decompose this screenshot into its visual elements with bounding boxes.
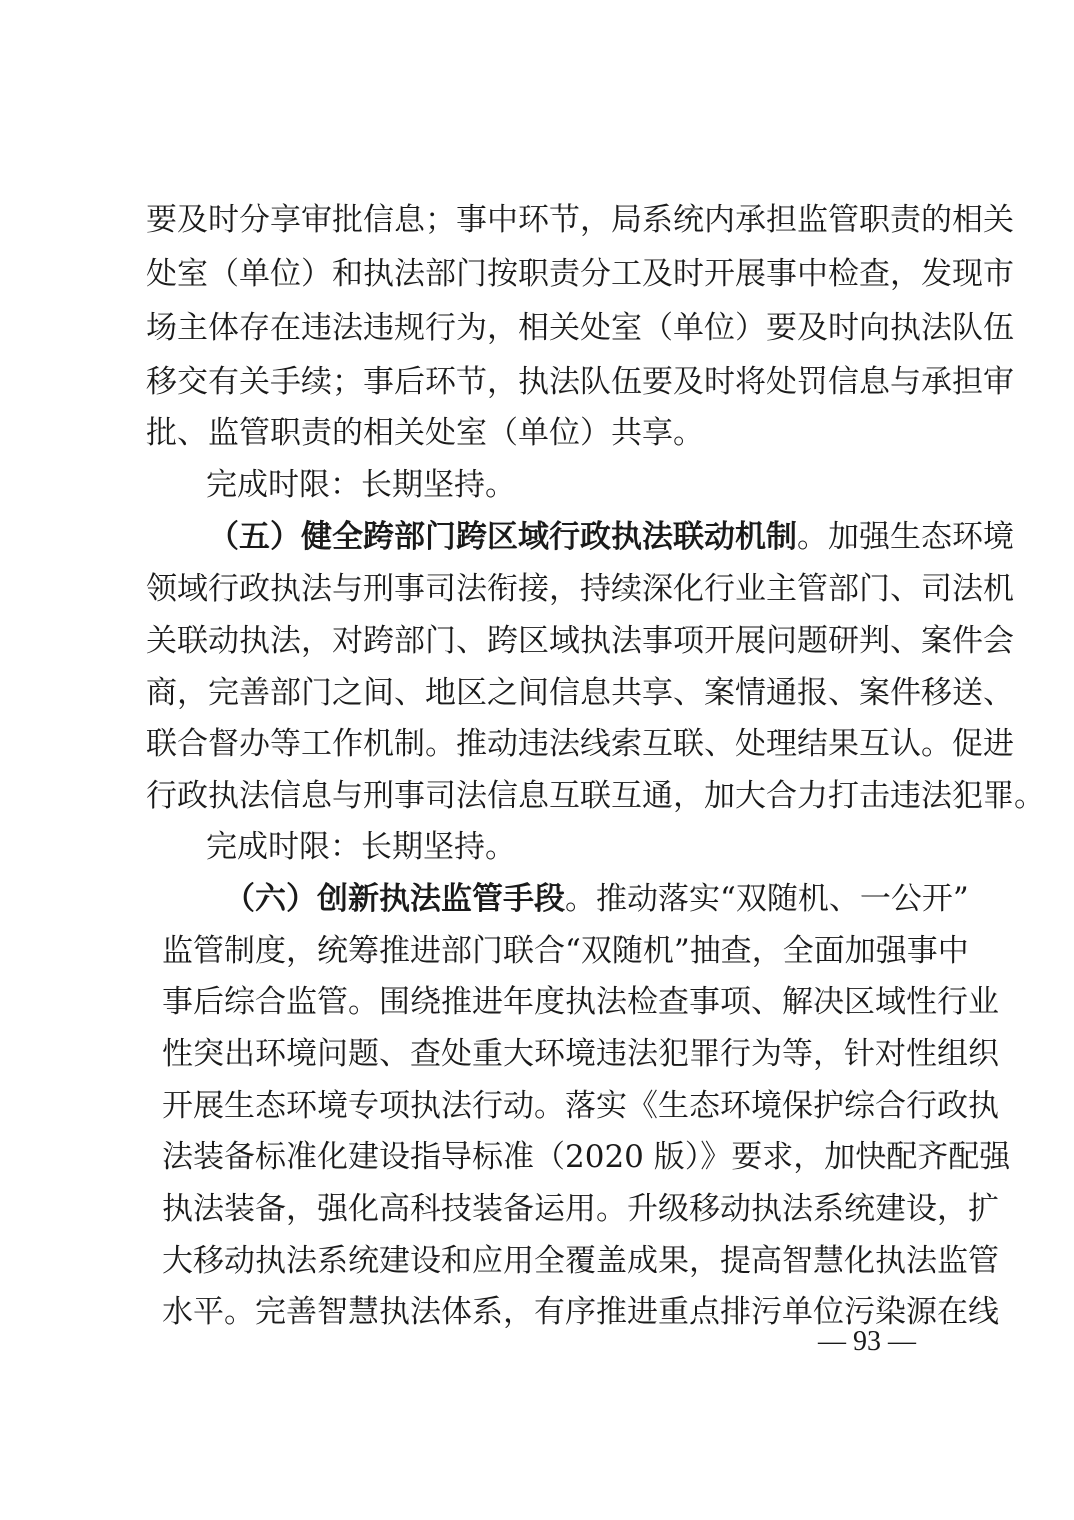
body-text-line: 批、监管职责的相关处室（单位）共享。 <box>146 415 704 451</box>
body-text-line: 监管制度，统筹推进部门联合“双随机”抽查，全面加强事中 <box>162 933 969 969</box>
body-text-line: 水平。完善智慧执法体系，有序推进重点排污单位污染源在线 <box>162 1294 999 1330</box>
deadline-text: 完成时限：长期坚持。 <box>206 467 516 503</box>
body-text-line: 处室（单位）和执法部门按职责分工及时开展事中检查，发现市 <box>146 256 1014 292</box>
body-text-line: 场主体存在违法违规行为，相关处室（单位）要及时向执法队伍 <box>146 310 1014 346</box>
body-text-line: 移交有关手续；事后环节，执法队伍要及时将处罚信息与承担审 <box>146 364 1014 400</box>
body-text-line: 开展生态环境专项执法行动。落实《生态环境保护综合行政执 <box>162 1088 999 1124</box>
body-text-line: 法装备标准化建设指导标准（2020 版）》要求，加快配齐配强 <box>162 1139 1011 1175</box>
section-5-first-line <box>146 515 1014 559</box>
section-5-heading: （五）健全跨部门跨区域行政执法联动机制 <box>208 519 797 555</box>
body-text-line: 关联动执法，对跨部门、跨区域执法事项开展问题研判、案件会 <box>146 623 1014 659</box>
body-text-line: 联合督办等工作机制。推动违法线索互联、处理结果互认。促进 <box>146 726 1014 762</box>
body-text-line: 商，完善部门之间、地区之间信息共享、案情通报、案件移送、 <box>146 675 1014 711</box>
section-5-first-line-rest: 。加强生态环境 <box>797 519 1014 555</box>
section-6-heading: （六）创新执法监管手段 <box>224 881 565 917</box>
body-text-line: 领域行政执法与刑事司法衔接，持续深化行业主管部门、司法机 <box>146 571 1014 607</box>
section-6-first-line <box>224 877 969 921</box>
page-number: — 93 — <box>818 1326 916 1357</box>
body-text-line: 大移动执法系统建设和应用全覆盖成果，提高智慧化执法监管 <box>162 1243 999 1279</box>
body-text-line: 执法装备，强化高科技装备运用。升级移动执法系统建设，扩 <box>162 1191 999 1227</box>
body-text-line: 行政执法信息与刑事司法信息互联互通，加大合力打击违法犯罪。 <box>146 778 1045 814</box>
body-text-line: 性突出环境问题、查处重大环境违法犯罪行为等，针对性组织 <box>162 1036 999 1072</box>
deadline-text: 完成时限：长期坚持。 <box>206 829 516 865</box>
body-text-line: 事后综合监管。围绕推进年度执法检查事项、解决区域性行业 <box>162 984 999 1020</box>
section-6-first-line-rest: 。推动落实“双随机、一公开” <box>565 881 969 917</box>
body-text-line: 要及时分享审批信息；事中环节，局系统内承担监管职责的相关 <box>146 202 1014 238</box>
